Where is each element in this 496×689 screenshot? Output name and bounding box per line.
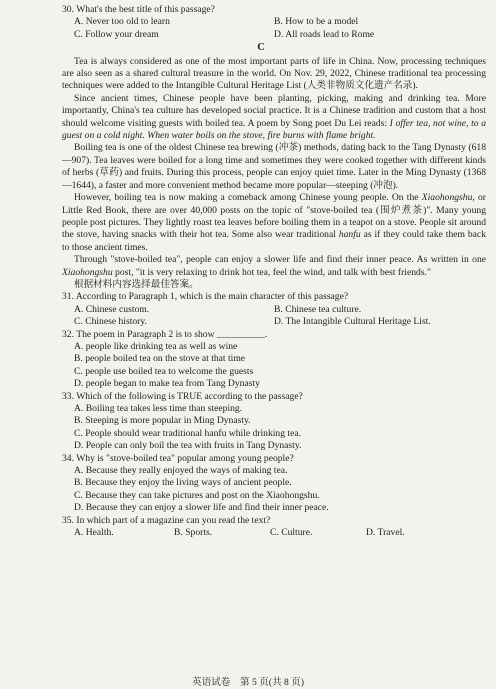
paragraph-3: Boiling tea is one of the oldest Chinese tea brewing (冲茶) methods, dating back to the Tang Dynasty (618—907). Tea leaves were boiled for a long time and sometimes they were cooked together with different kinds of herbs (草药) and fruits. During this process, people can enjoy quiet time. Later in the Ming Dynasty (1368—1644), a faster and more convenient method became more popular—steeping (冲泡). [62,142,486,191]
option-34b: B. Because they enjoy the living ways of ancient people. [74,477,292,489]
paragraph-4-text-b: , or Little Red Book, there are over 40,000 posts on the topic of "stove-boiled tea (围炉煮茶)". Many young people post pictures. They lightly roast tea leaves before boiling them in a teapot on a stove. People sit around the stove, having snacks with their hot tea. Some also wear traditional [62,192,486,241]
option-31d: D. The Intangible Cultural Heritage List. [274,316,431,328]
question-33-options [74,403,496,453]
option-35c: C. Culture. [270,527,313,539]
question-30-options [74,16,496,41]
question-34-options [74,465,496,515]
option-30a: A. Never too old to learn [74,16,170,28]
option-33c: C. People should wear traditional hanfu while drinking tea. [74,427,301,439]
option-32d: D. people began to make tea from Tang Dynasty [74,378,260,390]
option-33b: B. Steeping is more popular in Ming Dynasty. [74,415,251,427]
option-34c: C. Because they can take pictures and post on the Xiaohongshu. [74,489,320,501]
option-33a: A. Boiling tea takes less time than steeping. [74,403,243,414]
paragraph-1: Tea is always considered as one of the most important parts of life in China. Now, processing techniques are also seen as a shared cultural treasure in the world. On Nov. 29, 2022, Chinese traditional tea processing techniques were added to the Intangible Cultural Heritage List (人类非物质文化遗产名录). [62,55,486,92]
option-30c: C. Follow your dream [74,28,159,40]
hanfu-term: hanfu [338,229,361,241]
option-32b: B. people boiled tea on the stove at that time [74,353,246,365]
paragraph-5-text-a: Through "stove-boiled tea", people can enjoy a slower life and find their inner peace. As written in one [74,254,486,266]
paragraph-4 [62,192,486,254]
option-33d: D. People can only boil the tea with fruits in Tang Dynasty. [74,440,302,452]
option-32a: A. people like drinking tea as well as wine [74,340,238,352]
question-32-stem: 32. The poem in Paragraph 2 is to show __________. [62,328,268,340]
paragraph-5 [62,254,486,279]
page-footer: 英语试卷 第 5 页(共 8 页) [192,677,304,688]
question-32-options [74,341,496,391]
poem-quote: I offer tea, not wine, to a guest on a cold night. When water boils on the stove, fire burns with flame bright. [62,117,486,142]
option-30d: D. All roads lead to Rome [274,28,375,40]
option-35a: A. Health. [74,527,114,539]
option-30b: B. How to be a model [274,16,359,28]
paragraph-2 [62,93,486,143]
question-31-options [74,304,496,329]
instruction: 根据材料内容选择最佳答案。 [74,278,199,290]
option-34a: A. Because they really enjoyed the ways of making tea. [74,465,288,477]
passage-section-title: C [257,42,265,54]
option-34d: D. Because they can enjoy a slower life and find their inner peace. [74,502,329,514]
option-35b: B. Sports. [174,527,213,539]
question-35-stem: 35. In which part of a magazine can you read the text? [62,514,271,526]
xiaohongshu-term: Xiaohongshu [421,192,473,204]
paragraph-2-text: Since ancient times, Chinese people have been planting, picking, making and drinking tea. More importantly, China's tea culture has developed social practice. It is a Chinese tradition and custom that a host should welcome visiting guests with boiled tea. A poem by Song poet Du Lei reads: [62,92,486,129]
question-34-stem: 34. Why is "stove-boiled tea" popular among young people? [62,452,294,464]
question-31-stem: 31. According to Paragraph 1, which is the main character of this passage? [62,291,349,303]
question-30-stem: 30. What's the best title of this passage? [62,4,215,15]
question-33-stem: 33. Which of the following is TRUE according to the passage? [62,390,303,402]
xiaohongshu-term-2: Xiaohongshu [62,266,113,278]
option-31c: C. Chinese history. [74,316,147,328]
option-31a: A. Chinese custom. [74,303,150,315]
option-35d: D. Travel. [366,527,405,539]
option-31b: B. Chinese tea culture. [274,303,362,315]
paragraph-4-text-c: as if they could take them back to those ancient times. [62,229,486,253]
option-32c: C. people use boiled tea to welcome the guests [74,365,254,377]
question-35-options [74,527,496,539]
paragraph-5-text-b: post, "it is very relaxing to drink hot tea, feel the wind, and talk with best friends." [112,266,431,278]
paragraph-4-text-a: However, boiling tea is now making a comeback among Chinese young people. On the [74,192,422,204]
